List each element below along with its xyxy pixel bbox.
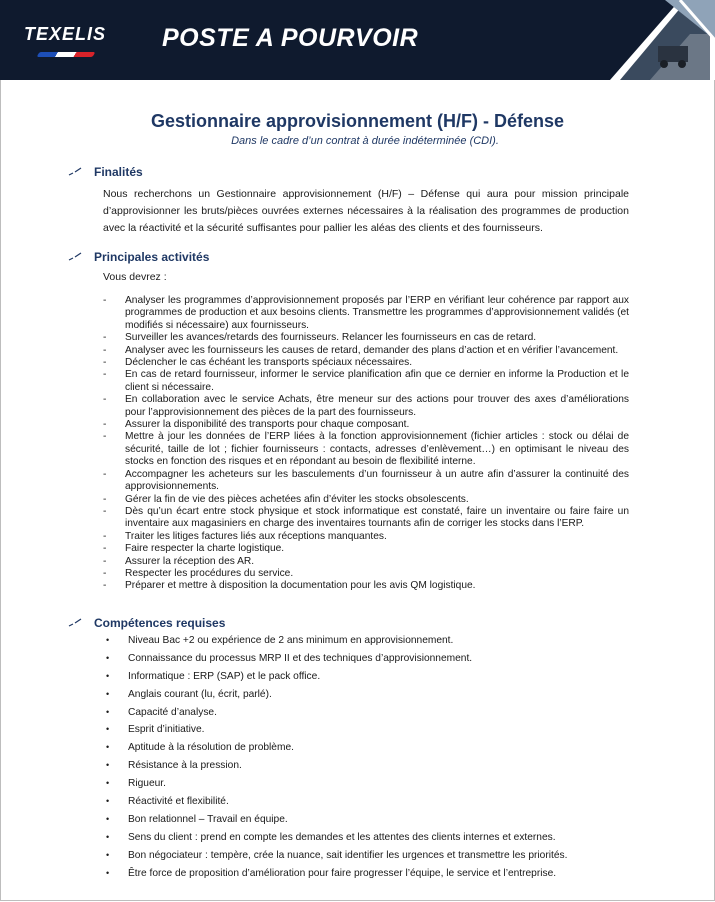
activities-list xyxy=(103,295,629,593)
list-item: - Analyser avec les fournisseurs les causes de retard, demander des plans d’action et en vérifier l’avancement. xyxy=(103,344,619,356)
list-item: • Anglais courant (lu, écrit, parlé). xyxy=(106,688,272,700)
list-item: • Réactivité et flexibilité. xyxy=(106,796,229,808)
list-item: - Traiter les litiges factures liés aux réceptions manquantes. xyxy=(103,530,387,542)
list-item: - Dès qu’un écart entre stock physique et stock informatique est constaté, faire un inventaire ou faire faire un inventaire aux magasiniers en charge des inventaires tournants afin de corriger les stocks dans l’ERP. xyxy=(103,505,629,530)
section-heading-activites: Principales activités xyxy=(68,249,209,265)
list-item: • Connaissance du processus MRP II et des techniques d’approvisionnement. xyxy=(106,652,473,664)
contract-type: Dans le cadre d’un contrat à durée indéterminée (CDI). xyxy=(231,135,499,147)
list-item: - Surveiller les avances/retards des fournisseurs. Relancer les fournisseurs en cas de retard. xyxy=(103,332,537,344)
list-item: • Sens du client : prend en compte les demandes et les attentes des clients internes et externes. xyxy=(106,831,556,843)
section-heading-finalites: Finalités xyxy=(68,164,143,180)
check-arrow-icon xyxy=(68,252,82,262)
list-item: - Respecter les procédures du service. xyxy=(103,567,294,579)
activites-intro: Vous devrez : xyxy=(103,271,167,283)
list-item: • Niveau Bac +2 ou expérience de 2 ans minimum en approvisionnement. xyxy=(106,635,454,646)
list-item: • Rigueur. xyxy=(106,778,166,790)
list-item: - Faire respecter la charte logistique. xyxy=(103,543,285,555)
logo-flag-stripe xyxy=(37,52,96,57)
list-item: • Résistance à la pression. xyxy=(106,760,242,772)
finalites-text: Nous recherchons un Gestionnaire approvisionnement (H/F) – Défense qui aura pour mission principale d’approvisionner les bruts/pièces ouvrées externes nécessaires à la réalisation des programmes de production avec la réactivité et la sécurité suffisantes pour pallier les aléas des clients et des fournisseurs. xyxy=(103,188,629,234)
list-item: • Capacité d’analyse. xyxy=(106,706,217,718)
job-title: Gestionnaire approvisionnement (H/F) - Défense xyxy=(150,111,565,131)
list-item: • Bon négociateur : tempère, crée la nuance, sait identifier les urgences et transmettre les priorités. xyxy=(106,849,568,861)
list-item: • Être force de proposition d’amélioration pour faire progresser l’équipe, le service et l’entreprise. xyxy=(106,867,557,879)
banner-title: POSTE A POURVOIR xyxy=(162,24,419,52)
list-item: • Esprit d’initiative. xyxy=(106,724,205,736)
check-arrow-icon xyxy=(68,618,82,628)
list-item: - En cas de retard fournisseur, informer le service planification afin que ce dernier en informe la Production et le client si nécessaire. xyxy=(103,369,629,393)
list-item: - Accompagner les acheteurs sur les basculements d’un fournisseur à un autre afin d’assurer la continuité des approvisionnements. xyxy=(103,468,629,493)
list-item: - Gérer la fin de vie des pièces achetées afin d’éviter les stocks obsolescents. xyxy=(103,493,469,505)
check-arrow-icon xyxy=(68,167,82,177)
list-item: - Déclencher le cas échéant les transports spéciaux nécessaires. xyxy=(103,357,413,369)
list-item: • Aptitude à la résolution de problème. xyxy=(106,742,294,754)
header-banner xyxy=(0,0,715,80)
list-item: - Assurer la disponibilité des transports pour chaque composant. xyxy=(103,419,410,431)
list-item: • Bon relationnel – Travail en équipe. xyxy=(106,813,288,825)
skills-list xyxy=(106,632,626,882)
list-item: - En collaboration avec le service Achats, être meneur sur des actions pour trouver des axes d’améliorations pour l’approvisionnement des pièces de la part des fournisseurs. xyxy=(103,394,629,418)
company-logo: TEXELIS xyxy=(24,24,107,44)
list-item: - Mettre à jour les données de l’ERP liées à la fonction approvisionnement (fichier articles : stock ou délai de sécurité, taille de lot ; fichier fournisseurs : contacts, adresses d’enlèvement…) en optimisant le niveau des stocks en fonction des risques et en répondant au besoin de flexibilité interne. xyxy=(103,431,629,468)
vehicle-photo-collage xyxy=(610,0,715,80)
list-item: - Analyser les programmes d’approvisionnement proposés par l’ERP en vérifiant leur cohérence par rapport aux programmes de production et aux besoins clients. Transmettre les programmes d’approvisionnement validés (et modifiés si nécessaire) aux fournisseurs. xyxy=(103,295,629,331)
list-item: - Préparer et mettre à disposition la documentation pour les avis QM logistique. xyxy=(103,580,476,592)
list-item: - Assurer la réception des AR. xyxy=(103,555,255,567)
list-item: • Informatique : ERP (SAP) et le pack office. xyxy=(106,670,321,682)
section-heading-competences: Compétences requises xyxy=(68,615,225,631)
